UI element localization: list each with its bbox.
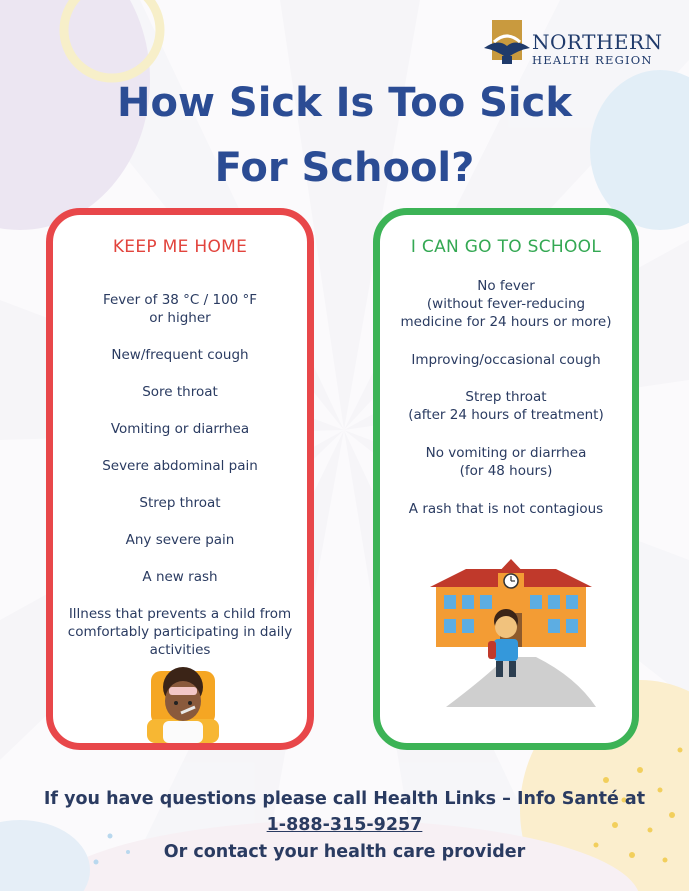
page-title-line2: For School?	[214, 145, 475, 191]
can-go-to-school-heading: I CAN GO TO SCHOOL	[410, 237, 602, 257]
condition-item: No fever (without fever-reducing medicine for 24 hours or more)	[400, 278, 612, 330]
symptom-item: Vomiting or diarrhea	[110, 421, 250, 437]
symptom-item: New/frequent cough	[111, 347, 249, 363]
condition-item: A rash that is not contagious	[408, 501, 604, 517]
footer-question-text: If you have questions please call Health Links – Info Santé at	[43, 789, 646, 809]
keep-me-home-card	[46, 208, 314, 750]
footer-phone-link[interactable]: 1-888-315-9257	[266, 815, 423, 835]
symptom-item: Any severe pain	[125, 532, 235, 548]
condition-item: No vomiting or diarrhea (for 48 hours)	[425, 445, 587, 479]
brand-name: NORTHERN	[532, 30, 663, 54]
symptom-item: Severe abdominal pain	[102, 458, 258, 474]
brand-region: HEALTH REGION	[532, 53, 653, 67]
symptom-item: Sore throat	[142, 384, 218, 400]
symptom-item: Strep throat	[139, 495, 221, 511]
symptom-item: Illness that prevents a child from comfortably participating in daily activities	[67, 606, 293, 658]
sick-child-illustration	[143, 665, 223, 745]
symptom-item: Fever of 38 °C / 100 °F or higher	[102, 292, 258, 326]
footer-contact-text: Or contact your health care provider	[163, 842, 526, 862]
school-building-illustration	[426, 557, 596, 707]
can-go-to-school-card	[373, 208, 639, 750]
condition-item: Improving/occasional cough	[411, 352, 601, 368]
keep-me-home-heading: KEEP ME HOME	[112, 237, 248, 257]
condition-item: Strep throat (after 24 hours of treatment)	[408, 389, 604, 423]
symptom-item: A new rash	[142, 569, 218, 585]
page-title-line1: How Sick Is Too Sick	[117, 80, 572, 126]
